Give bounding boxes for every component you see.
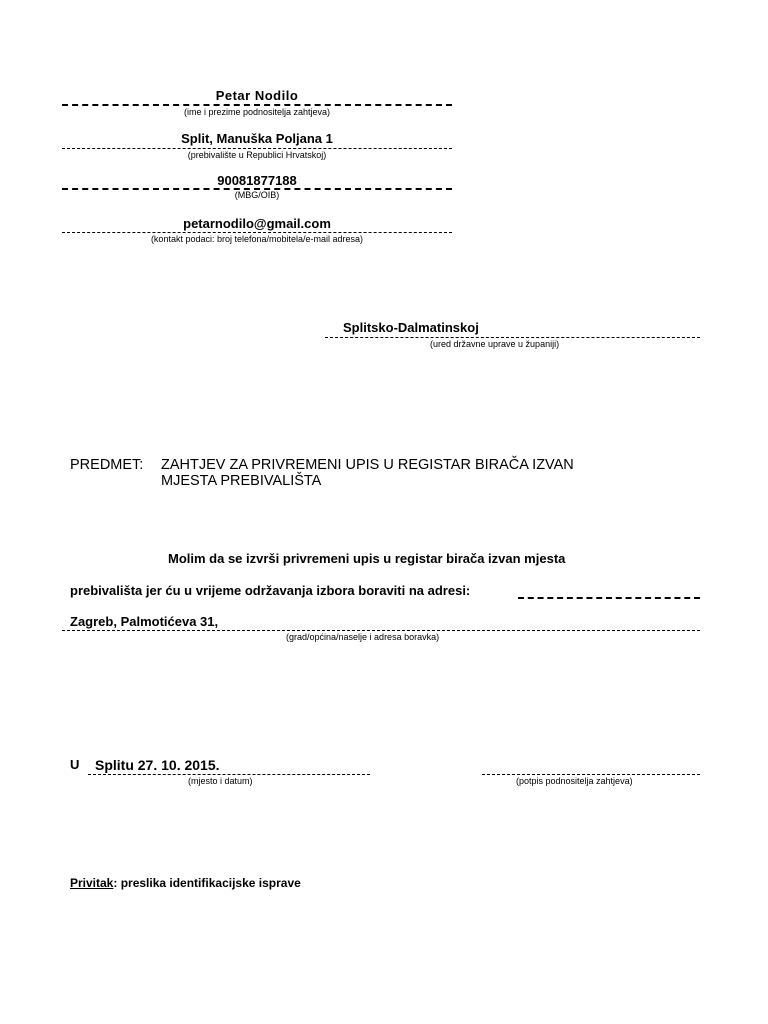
attachment-label: Privitak [70,876,114,890]
applicant-name-line [62,104,452,106]
signature-hint: (potpis podnositelja zahtjeva) [516,776,633,786]
applicant-contact-line [62,232,452,233]
applicant-id-hint: (MBG/OIB) [234,190,280,200]
place-prefix: U [70,757,80,772]
applicant-id-number: 90081877188 [217,173,297,188]
applicant-residence-hint: (prebivalište u Republici Hrvatskoj) [187,150,327,160]
office-value: Splitsko-Dalmatinskoj [343,320,479,335]
subject-line-1: ZAHTJEV ZA PRIVREMENI UPIS U REGISTAR BIRAČA IZVAN [161,457,574,473]
body-line-1: Molim da se izvrši privremeni upis u registar birača izvan mjesta [168,551,566,566]
applicant-residence: Split, Manuška Poljana 1 [181,131,333,146]
place-date-line [88,774,370,775]
place-date-hint: (mjesto i datum) [188,776,253,786]
attachment-text: : preslika identifikacijske isprave [113,876,301,890]
applicant-residence-line [62,148,452,149]
applicant-name-hint: (ime i prezime podnositelja zahtjeva) [183,107,331,117]
attachment [70,876,301,890]
signature-line [482,774,700,775]
body-line-2: prebivališta jer ću u vrijeme održavanja izbora boraviti na adresi: [70,583,471,598]
address-value: Zagreb, Palmotićeva 31, [70,614,219,629]
applicant-contact: petarnodilo@gmail.com [183,216,331,231]
body-line-2-blank [518,597,700,599]
applicant-contact-hint: (kontakt podaci: broj telefona/mobitela/e-mail adresa) [150,234,364,244]
place-date-value: Splitu 27. 10. 2015. [95,757,220,773]
subject-label: PREDMET: [70,457,144,473]
subject-line-2: MJESTA PREBIVALIŠTA [161,473,322,489]
address-hint: (grad/općina/naselje i adresa boravka) [286,632,440,642]
address-line [62,630,700,631]
office-line [325,337,700,338]
office-hint: (ured državne uprave u županiji) [430,339,560,349]
applicant-name: Petar Nodilo [215,88,299,103]
